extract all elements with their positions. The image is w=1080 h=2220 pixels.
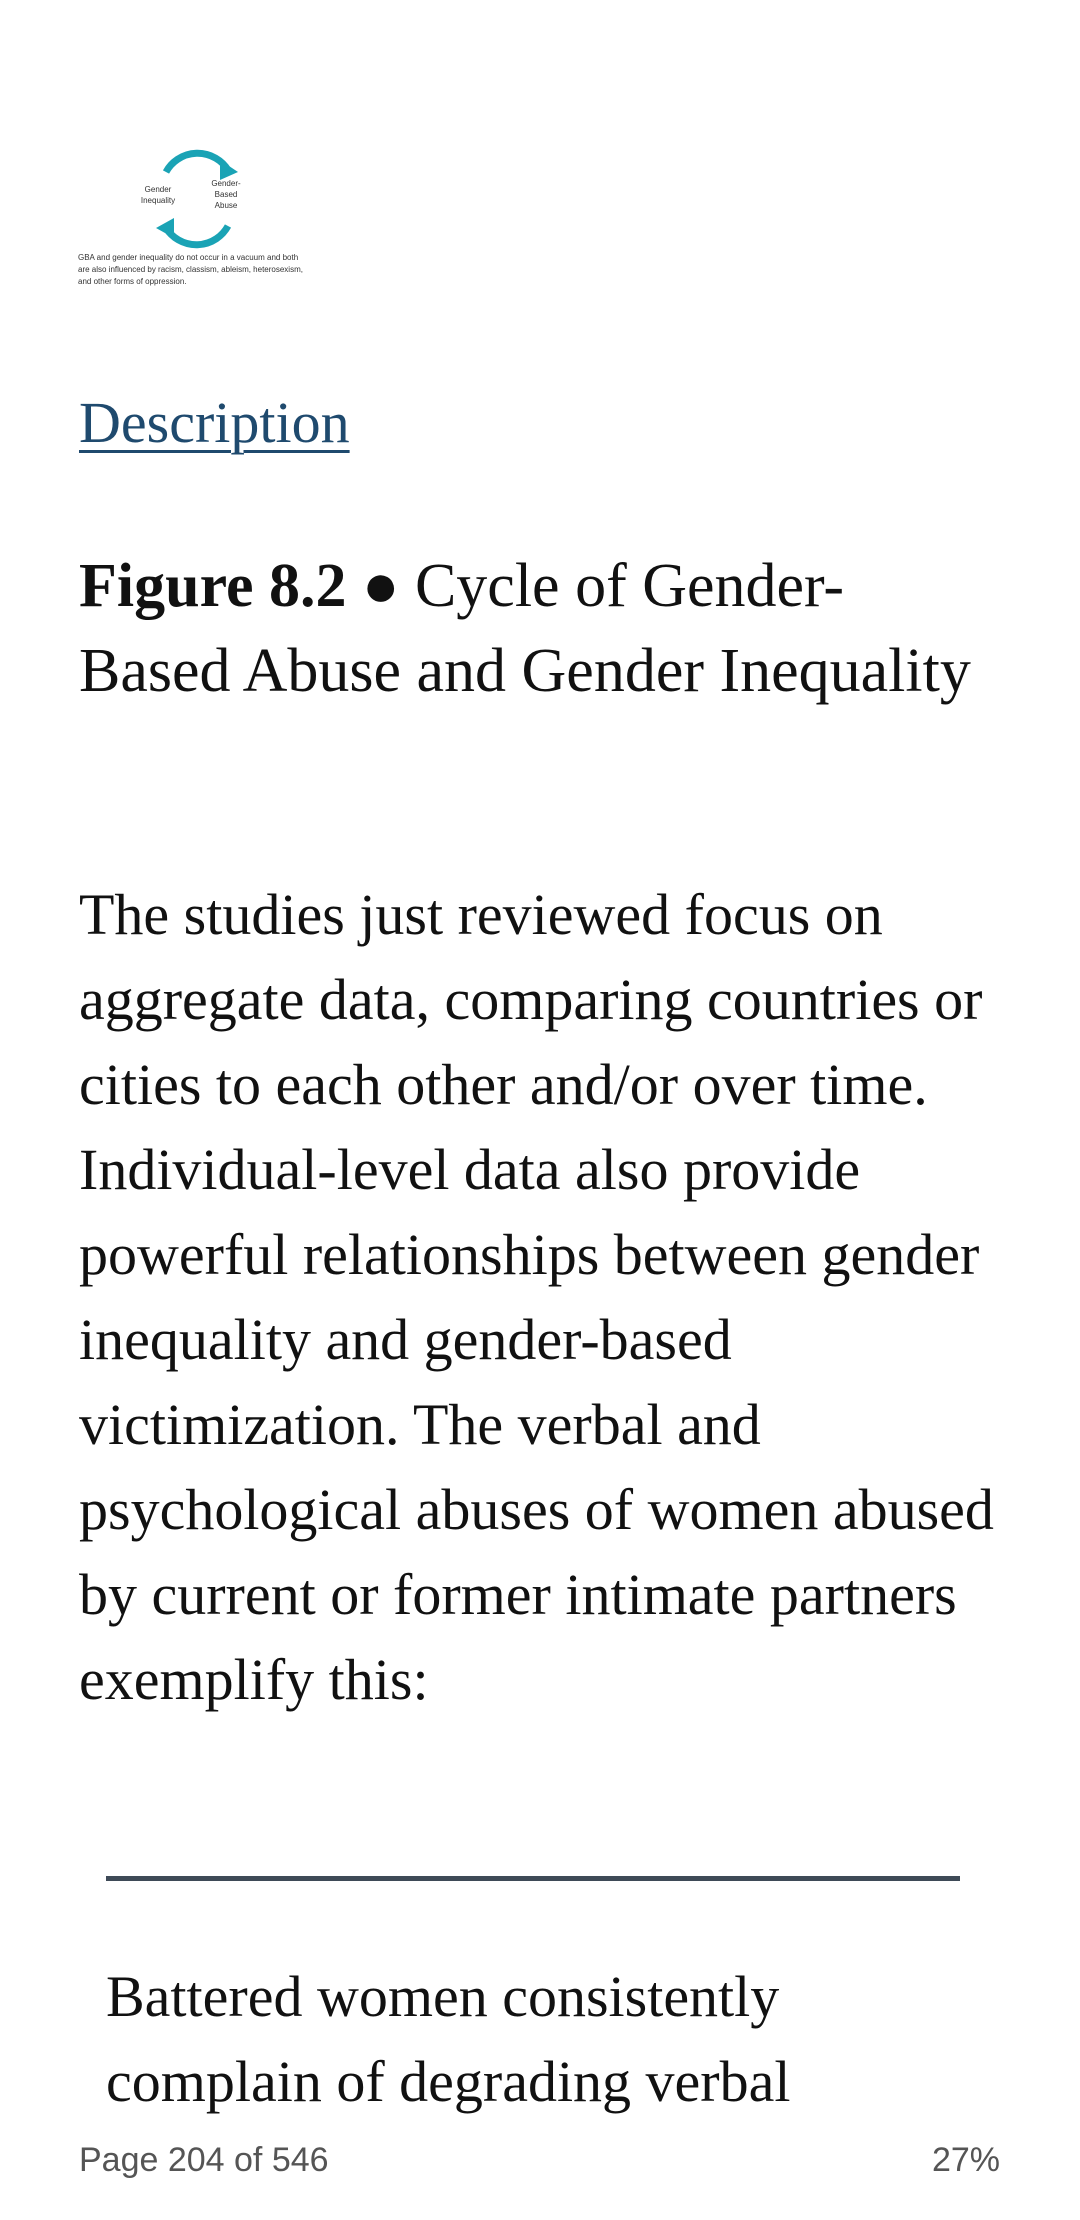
cycle-arrow-top <box>166 153 228 172</box>
figure-heading <box>79 544 979 714</box>
node-right-line2: Based <box>214 190 238 199</box>
cycle-diagram <box>78 148 308 258</box>
cycle-arrow-bottom <box>166 226 228 245</box>
blockquote-divider <box>106 1876 960 1881</box>
node-right-line3: Abuse <box>214 201 238 210</box>
node-right-line1: Gender- <box>211 179 241 188</box>
node-left-line2: Inequality <box>140 196 176 205</box>
arrowhead-top-icon <box>220 160 238 180</box>
body-paragraph: The studies just reviewed focus on aggregate data, comparing countries or cities to each other and/or over time. Individual-level data also provide powerful relationships between gender inequality and gender-based victimization. The verbal and psychological abuses of women abused by current or former intimate partners exemplify this: <box>79 882 994 1712</box>
figure-thumbnail[interactable] <box>78 148 308 298</box>
figure-label: Figure 8.2 <box>79 552 347 620</box>
figure-bullet: ● <box>346 552 415 620</box>
page-indicator: Page 204 of 546 <box>79 2141 329 2179</box>
node-left-line1: Gender <box>144 185 172 194</box>
description-link[interactable]: Description <box>79 390 350 455</box>
arrowhead-bottom-icon <box>156 218 174 238</box>
blockquote-text: Battered women consistently complain of degrading verbal <box>106 1964 791 2114</box>
progress-percent: 27% <box>931 2141 1000 2179</box>
figure-title: Cycle of Gender-Based Abuse and Gender Inequality <box>79 552 971 705</box>
figure-caption: GBA and gender inequality do not occur in a vacuum and both are also influenced by racism, classism, ableism, heterosexism, and other forms of oppression. <box>78 253 303 286</box>
